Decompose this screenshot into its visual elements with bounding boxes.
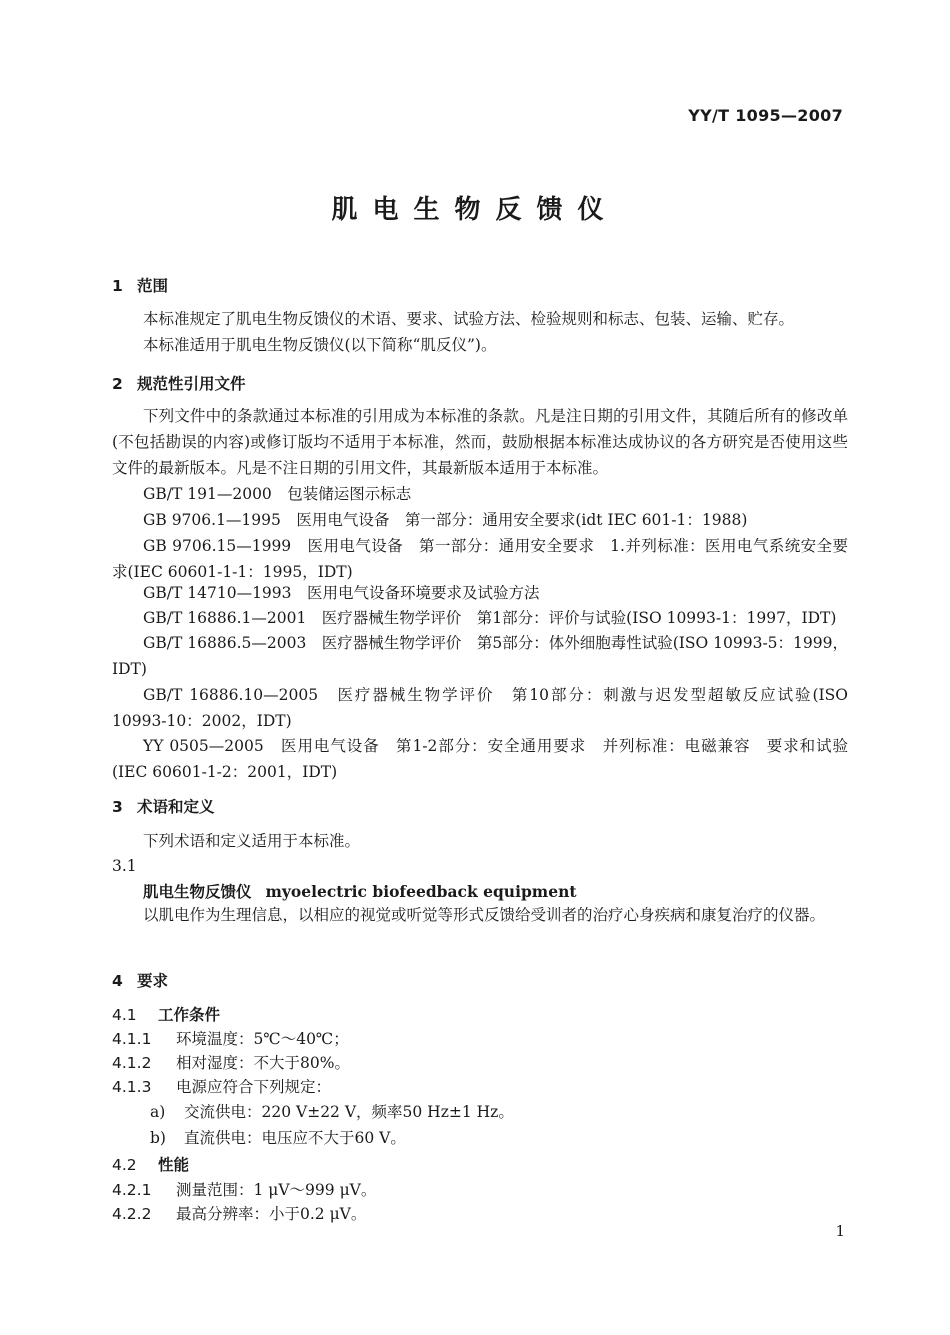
clause-number: 4.1.3 bbox=[112, 1078, 152, 1096]
scope-paragraph: 本标准规定了肌电生物反馈仪的术语、要求、试验方法、检验规则和标志、包装、运输、贮存。 bbox=[143, 310, 795, 328]
standard-code: YY/T 1095—2007 bbox=[688, 106, 843, 125]
clause-number: 4.2.1 bbox=[112, 1181, 152, 1199]
clause-item bbox=[112, 1178, 376, 1200]
section-heading bbox=[112, 274, 168, 296]
list-label: b) bbox=[150, 1129, 166, 1147]
scope-paragraph: 本标准适用于肌电生物反馈仪(以下简称“肌反仪”)。 bbox=[143, 336, 497, 354]
reference-item: GB/T 16886.5—2003 医疗器械生物学评价 第5部分：体外细胞毒性试验(ISO 10993-5：1999，IDT) bbox=[112, 634, 848, 678]
reference-item: GB 9706.1—1995 医用电气设备 第一部分：通用安全要求(idt IEC 601-1：1988) bbox=[143, 511, 748, 529]
terms-intro: 下列术语和定义适用于本标准。 bbox=[143, 832, 361, 850]
subsection-heading bbox=[112, 1153, 189, 1175]
term-english: myoelectric biofeedback equipment bbox=[265, 882, 577, 901]
clause-number: 4.1.1 bbox=[112, 1030, 152, 1048]
reference-item: YY 0505—2005 医用电气设备 第1-2部分：安全通用要求 并列标准：电磁兼容 要求和试验(IEC 60601-1-2：2001，IDT) bbox=[112, 737, 848, 781]
section-title: 范围 bbox=[137, 277, 169, 295]
section-heading bbox=[112, 372, 246, 394]
list-item bbox=[150, 1126, 406, 1148]
reference-item: GB/T 16886.10—2005 医疗器械生物学评价 第10部分：刺激与迟发型超敏反应试验(ISO 10993-10：2002，IDT) bbox=[112, 686, 848, 730]
clause-text: 最高分辨率：小于0.2 μV。 bbox=[176, 1205, 367, 1223]
reference-item: GB 9706.15—1999 医用电气设备 第一部分：通用安全要求 1.并列标准：医用电气系统安全要求(IEC 60601-1-1：1995，IDT) bbox=[112, 537, 848, 581]
clause-text: 相对湿度：不大于80%。 bbox=[176, 1054, 350, 1072]
clause-item bbox=[112, 1027, 349, 1049]
term-entry bbox=[143, 880, 577, 902]
clause-number: 4.1.2 bbox=[112, 1054, 152, 1072]
section-number: 4 bbox=[112, 972, 123, 990]
section-number: 1 bbox=[112, 277, 123, 295]
clause-text: 测量范围：1 μV～999 μV。 bbox=[176, 1181, 377, 1199]
clause-item bbox=[112, 1202, 366, 1224]
subsection-title: 工作条件 bbox=[158, 1006, 221, 1024]
term-number: 3.1 bbox=[112, 857, 137, 875]
clause-item bbox=[112, 1075, 331, 1097]
section-number: 3 bbox=[112, 798, 123, 816]
subsection-number: 4.2 bbox=[112, 1156, 137, 1174]
section-title: 要求 bbox=[137, 972, 169, 990]
section-number: 2 bbox=[112, 375, 123, 393]
reference-item: GB/T 191—2000 包装储运图示标志 bbox=[143, 485, 412, 503]
page-number: 1 bbox=[835, 1222, 845, 1240]
term-chinese: 肌电生物反馈仪 bbox=[143, 883, 252, 901]
list-text: 交流供电：220 V±22 V，频率50 Hz±1 Hz。 bbox=[184, 1103, 514, 1121]
term-definition: 以肌电作为生理信息，以相应的视觉或听觉等形式反馈给受训者的治疗心身疾病和康复治疗的仪器。 bbox=[143, 906, 826, 924]
clause-item bbox=[112, 1051, 350, 1073]
references-intro: 下列文件中的条款通过本标准的引用成为本标准的条款。凡是注日期的引用文件，其随后所有的修改单(不包括勘误的内容)或修订版均不适用于本标准，然而，鼓励根据本标准达成协议的各方研究是否使用这些文件的最新版本。凡是不注日期的引用文件，其最新版本适用于本标准。 bbox=[112, 407, 848, 477]
reference-item: GB/T 16886.1—2001 医疗器械生物学评价 第1部分：评价与试验(ISO 10993-1：1997，IDT) bbox=[143, 609, 837, 627]
list-text: 直流供电：电压应不大于60 V。 bbox=[184, 1129, 406, 1147]
section-title: 规范性引用文件 bbox=[137, 375, 246, 393]
subsection-number: 4.1 bbox=[112, 1006, 137, 1024]
list-item bbox=[150, 1100, 514, 1122]
clause-text: 环境温度：5℃～40℃； bbox=[176, 1030, 349, 1048]
document-title: 肌电生物反馈仪 bbox=[331, 195, 619, 225]
list-label: a) bbox=[150, 1103, 166, 1121]
clause-number: 4.2.2 bbox=[112, 1205, 152, 1223]
clause-text: 电源应符合下列规定： bbox=[176, 1078, 332, 1096]
subsection-heading bbox=[112, 1003, 220, 1025]
section-heading bbox=[112, 795, 215, 817]
subsection-title: 性能 bbox=[158, 1156, 190, 1174]
section-heading bbox=[112, 969, 168, 991]
reference-item: GB/T 14710—1993 医用电气设备环境要求及试验方法 bbox=[143, 584, 540, 602]
section-title: 术语和定义 bbox=[137, 798, 215, 816]
